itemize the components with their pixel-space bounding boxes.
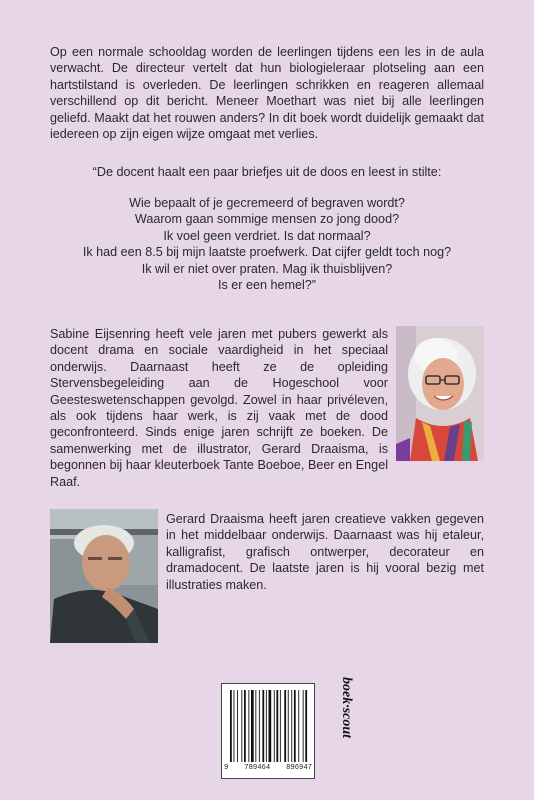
barcode-bar	[298, 690, 299, 762]
barcode-bar	[274, 690, 275, 762]
barcode-bar	[294, 690, 296, 762]
intro-paragraph: Op een normale schooldag worden de leerlingen tijdens een les in de aula verwacht. De directeur vertelt dat hun biologieleraar plotseling aan een hartstilstand is overleden. De leerlingen schrikken en reageren allemaal verschillend op dit bericht. Meneer Moethart was niet bij alle leerlingen geliefd. Maakt dat het rouwen anders? In dit boek wordt duidelijk gemaakt dat iedereen op zijn eigen wijze omgaat met verlies.	[50, 45, 484, 142]
barcode-bar	[291, 690, 292, 762]
isbn-barcode	[221, 683, 315, 779]
barcode-bar	[276, 690, 278, 762]
question-item: Ik had een 8.5 bij mijn laatste proefwerk. Dat cijfer geldt toch nog?	[82, 245, 452, 260]
question-item: Ik wil er niet over praten. Mag ik thuisblijven?	[141, 261, 393, 276]
publisher-logo	[330, 675, 354, 779]
barcode-bar	[230, 690, 232, 762]
barcode-bar	[248, 690, 249, 762]
illustrator-bio: Gerard Draaisma heeft jaren creatieve vakken gegeven in het middelbaar onderwijs. Daarnaast was hij etaleur, kalligrafist, grafisch ontwerper, decorateur en dramadocent. De laatste jaren is hij vooral bezig met illustraties maken.	[166, 512, 484, 592]
barcode-group-1: 789464	[244, 764, 271, 772]
barcode-bar	[251, 690, 254, 762]
barcode-group-2: 896947	[286, 764, 312, 772]
question-item: Ik voel geen verdriet. Is dat normaal?	[163, 228, 371, 243]
question-item: Waarom gaan sommige mensen zo jong dood?	[134, 212, 400, 227]
barcode-bar	[280, 690, 281, 762]
barcode-bar	[255, 690, 256, 762]
barcode-bar	[234, 690, 235, 762]
barcode-bar	[284, 690, 286, 762]
question-list	[40, 195, 494, 293]
barcode-bar	[305, 690, 307, 762]
publisher-name: boek·scout	[339, 677, 354, 739]
illustrator-photo	[50, 509, 158, 643]
barcode-bar	[241, 690, 242, 762]
barcode-lead-digit: 9	[224, 764, 229, 772]
barcode-bar	[269, 690, 272, 762]
question-item: Is er een hemel?”	[217, 278, 316, 293]
quote-lead: “De docent haalt een paar briefjes uit de doos en leest in stilte:	[92, 165, 442, 179]
barcode-digits	[224, 764, 312, 772]
barcode-bar	[303, 690, 304, 762]
barcode-bar	[262, 690, 264, 762]
barcode-bar	[237, 690, 238, 762]
question-item: Wie bepaalt of je gecremeerd of begraven wordt?	[129, 196, 405, 210]
barcode-bars	[228, 690, 308, 762]
author-photo	[396, 326, 484, 461]
barcode-bar	[288, 690, 289, 762]
author-bio: Sabine Eijsenring heeft vele jaren met pubers gewerkt als docent drama en sociale vaardigheid in het speciaal onderwijs. Daarnaast heeft ze de opleiding Stervensbegeleiding aan de Hogeschool voor Geesteswetenschappen gevolgd. Zowel in haar privéleven, als ook tijdens haar werk, is zij vaak met de dood geconfronteerd. Sinds enige jaren schrijft ze boeken. De samenwerking met de illustrator, Gerard Draaisma, is begonnen bij haar kleuterboek Tante Boeboe, Beer en Engel Raaf.	[50, 327, 388, 489]
barcode-bar	[259, 690, 260, 762]
barcode-bar	[266, 690, 267, 762]
barcode-bar	[244, 690, 246, 762]
